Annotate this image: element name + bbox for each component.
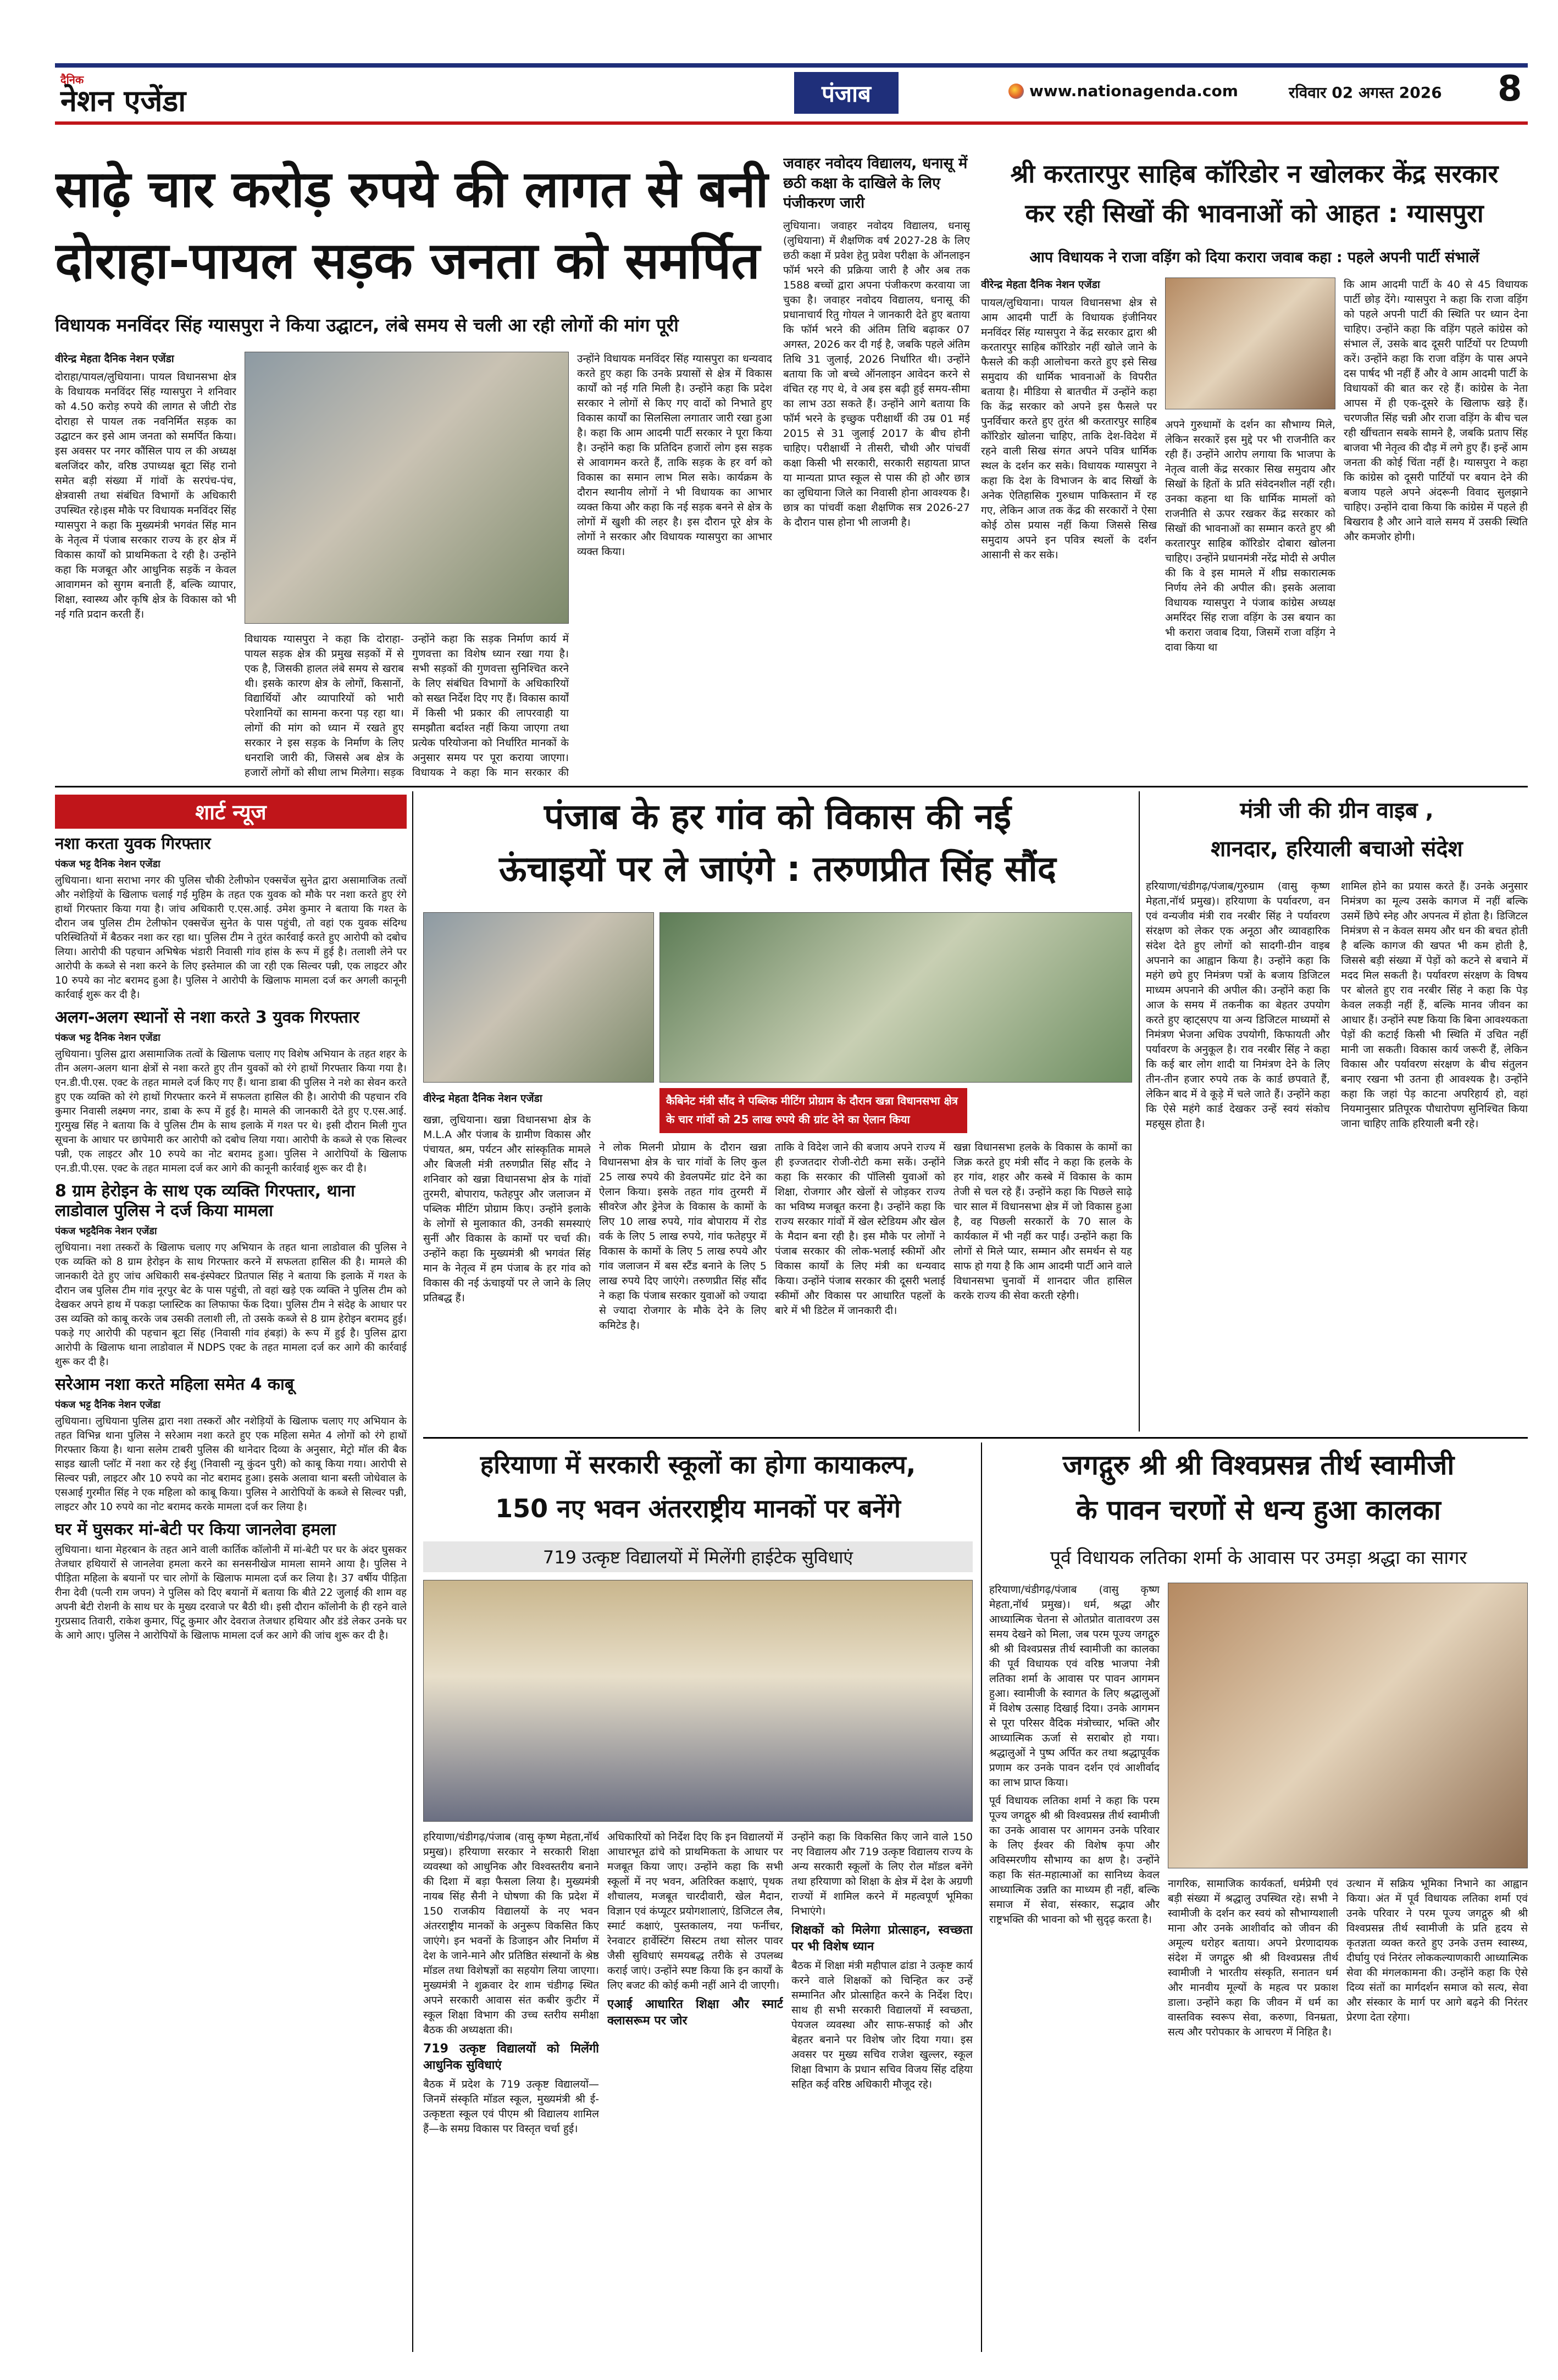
masthead: [55, 63, 1528, 129]
kalka-headline-line1: जगद्गुरु श्री श्री विश्वप्रसन्न तीर्थ स्वामीजी: [1062, 1449, 1455, 1481]
green-vibe-headline-line1: मंत्री जी की ग्रीन वाइब ,: [1240, 798, 1434, 823]
lead-headline: [55, 154, 769, 308]
short-news-title-2: अलग-अलग स्थानों से नशा करते 3 युवक गिरफ्तार: [55, 1008, 360, 1027]
logo-small-text: दैनिक: [60, 73, 84, 86]
vertical-rule-green: [1139, 791, 1140, 1432]
lead-column-4: [577, 352, 772, 780]
short-news-body-1: लुधियाना। थाना सराभा नगर की पुलिस चौकी टेलीफोन एक्सचेंज सुनेत द्वारा असामाजिक तत्वों और नशेड़ियों के खिलाफ चलाई गई मुहिम के तहत एक युवक को मौके पर नशा करते हुए रंगे हाथों गिरफ्तार किया गया है। जांच अधिकारी ए.एस.आई. उमेश कुमार ने बताया कि गश्त के दौरान जब पुलिस टीम टेलीफोन एक्सचेंज सुनेत के पास पहुंची, तो वहां एक युवक संदिग्ध परिस्थितियों में बैठकर नशा कर रहा था। पुलिस टीम ने तुरंत कार्रवाई करते हुए आरोपी को दबोच लिया। आरोपी की पहचान अभिषेक भंडारी निवासी गांव हांस के रूप में हुई है। तलाशी लेने पर आरोपी के कब्जे से नशा करने के लिए इस्तेमाल की जा रही एक सिल्वर पन्नी, एक लाइटर और 10 रुपये का नोट बरामद हुआ है। पुलिस ने आरोपी के खिलाफ मामला दर्ज कर अगली कानूनी कार्रवाई शुरू कर दी है।: [55, 875, 407, 1001]
section-label-box: [794, 72, 899, 114]
logo-main-text: नेशन एजेंडा: [60, 84, 186, 118]
green-vibe-column-2: [1341, 879, 1528, 1432]
tarunpreet-text-2: ने लोक मिलनी प्रोग्राम के दौरान खन्ना विधानसभा क्षेत्र के चार गांवों के लिए कुल 25 लाख रुपये की डेवलपमेंट ग्रांट देने का ऐलान किया। इसके तहत गांव तुरमरी में सीवरेज और ड्रेनेज के विकास के कामों के लिए 10 लाख रुपये, गांव बोपाराय में रोड वर्क के लिए 5 लाख रुपये, गांव फतेहपुर में विकास के कामों के लिए 5 लाख रुपये और गांव जलाजन में बस स्टैंड बनाने के लिए 5 लाख रुपये दिए जाएंगे। तरुणप्रीत सिंह सौंद ने कहा कि पंजाब सरकार युवाओं को ज्यादा से ज्यादा रोजगार के मौके देने के लिए कमिटेड है।: [599, 1141, 767, 1332]
haryana-sub-2: एआई आधारित शिक्षा और स्मार्ट क्लासरूम पर जोर: [607, 1998, 783, 2028]
kalka-column-3: [1346, 1877, 1528, 2352]
tarunpreet-column-1: [423, 1113, 591, 1432]
haryana-headline-line2: 150 नए भवन अंतरराष्ट्रीय मानकों पर बनेंगे: [495, 1494, 901, 1523]
tarunpreet-headline-line2: ऊंचाइयों पर ले जाएंगे : तरुणप्रीत सिंह सौंद: [499, 849, 1056, 890]
short-news-body-5: लुधियाना। थाना मेहरबान के तहत आने वाली कार्तिक कॉलोनी में मां-बेटी पर घर के अंदर घुसकर तेजधार हथियारों से जानलेवा हमला करने का सनसनीखेज मामला सामने आया है। पुलिस ने पीड़िता महिला के बयानों पर चार लोगों के खिलाफ मामला दर्ज कर लिया है। 37 वर्षीय पीड़िता रीना देवी (पत्नी राम जपन) ने पुलिस को दिए बयानों में बताया कि बीते 22 जुलाई की शाम वह अपनी बेटी रोशनी के साथ घर के मुख्य दरवाजे पर बैठी थी। इसी दौरान कॉलोनी के ही रहने वाले गुरप्रसाद तिवारी, राकेश कुमार, पिंटू कुमार और देवराज तेजधार हथियार और डंडे लेकर उनके घर के आगे आए। पुलिस ने आरोपियों के खिलाफ मामला दर्ज कर आगे की जांच शुरू कर दी है।: [55, 1544, 407, 1641]
kalka-photo: [1168, 1583, 1528, 1868]
tarunpreet-caption: कैबिनेट मंत्री सौंद ने पब्लिक मीटिंग प्रोग्राम के दौरान खन्ना विधानसभा क्षेत्र के चार गांवों को 25 लाख रुपये की ग्रांट देने का ऐलान किया: [666, 1094, 958, 1126]
kalka-text-1b: पूर्व विधायक लतिका शर्मा ने कहा कि परम पूज्य जगद्गुरु श्री श्री विश्वप्रसन्न तीर्थ स्वामीजी का उनके आवास पर आगमन उनके परिवार के लिए ईश्वर की विशेष कृपा और अविस्मरणीय सौभाग्य का क्षण है। उन्होंने कहा कि संत-महात्माओं का सानिध्य केवल आध्यात्मिक उन्नति का माध्यम ही नहीं, बल्कि समाज में सेवा, संस्कार, सद्भाव और राष्ट्रभक्ति की भावना को भी सुदृढ़ करता है।: [989, 1795, 1160, 1926]
lead-text-2: विधायक ग्यासपुरा ने कहा कि दोराहा-पायल सड़क क्षेत्र की प्रमुख सड़कों में से एक है, जिसकी हालत लंबे समय से खराब थी। इसके कारण क्षेत्र के लोगों, किसानों, विद्यार्थियों और व्यापारियों को भारी परेशानियों का सामना करना पड़ रहा था। लोगों की मांग को ध्यान में रखते हुए सरकार ने इस सड़क के निर्माण के लिए धनराशि जारी की, जिससे अब क्षेत्र के हजारों लोगों को सीधा लाभ मिलेगा। सड़क: [245, 633, 404, 779]
vertical-rule-short-news: [412, 791, 413, 2352]
kartarpur-text-3: कि आम आदमी पार्टी के 40 से 45 विधायक पार्टी छोड़ देंगे। ग्यासपुरा ने कहा कि राजा वड़िंग को पहले अपनी पार्टी की स्थिति पर ध्यान देना चाहिए। उन्होंने कहा कि वड़िंग पहले कांग्रेस को संभाल लें, उसके बाद दूसरी पार्टियों पर टिप्पणी करें। उन्होंने कहा कि राजा वड़िंग के पास अपने दस पार्षद भी नहीं हैं और वे आम आदमी पार्टी के विधायकों की बात कर रहे हैं। कांग्रेस के नेता आपस में ही एक-दूसरे के खिलाफ खड़े हैं। चरणजीत सिंह चन्नी और राजा वड़िंग के बीच चल रही खींचतान सबके सामने है, जबकि प्रताप सिंह बाजवा भी नेतृत्व की दौड़ में लगे हुए हैं। इन्हें आम जनता की कोई चिंता नहीं है। ग्यासपुरा ने कहा कि कांग्रेस को दूसरी पार्टियों पर बयान देने की बजाय पहले अपने अंदरूनी विवाद सुलझाने चाहिए। उन्होंने दावा किया कि कांग्रेस में पहले ही बिखराव है और आने वाले समय में उसकी स्थिति और कमजोर होगी।: [1344, 279, 1528, 543]
short-news-title-1: नशा करता युवक गिरफ्तार: [55, 834, 211, 853]
haryana-subhead: 719 उत्कृष्ट विद्यालयों में मिलेंगी हाईटेक सुविधाएं: [542, 1546, 853, 1568]
globe-icon: [1008, 84, 1024, 99]
logo: [60, 72, 186, 118]
lead-text-1: दोराहा/पायल/लुधियाना। पायल विधानसभा क्षेत्र के विधायक मनविंदर सिंह ग्यासपुरा ने शनिवार को 4.50 करोड़ रुपये की लागत से जीटी रोड दोराहा से पायल तक नवनिर्मित सड़क का उद्घाटन कर इसे आम जनता को समर्पित किया। इस अवसर पर नगर कौंसिल पाय ल की अध्यक्ष बलजिंदर कौर, वरिष्ठ उपाध्यक्ष बूटा सिंह रानो समेत बड़ी संख्या में गांवों के सरपंच-पंच, क्षेत्रवासी तथा संबंधित विभागों के अधिकारी उपस्थित रहे।इस मौके पर विधायक मनविंदर सिंह ग्यासपुरा ने कहा कि मुख्यमंत्री भगवंत सिंह मान के नेतृत्व में पंजाब सरकार राज्य के हर क्षेत्र में विकास कार्यों को प्राथमिकता दे रही है। उन्होंने कहा कि मजबूत और आधुनिक सड़कें न केवल आवागमन को सुगम बनाती हैं, बल्कि व्यापार, शिक्षा, स्वास्थ्य और कृषि क्षेत्र के विकास को भी नई गति प्रदान करती हैं।: [55, 371, 236, 620]
haryana-headline: [423, 1443, 973, 1536]
short-news-title-3: 8 ग्राम हेरोइन के साथ एक व्यक्ति गिरफ्तार, थाना लाडोवाल पुलिस ने दर्ज किया मामला: [55, 1181, 355, 1220]
kalka-headline: [989, 1443, 1528, 1536]
kartarpur-portrait: [1165, 278, 1335, 409]
navodaya-body: लुधियाना। जवाहर नवोदय विद्यालय, धनासू (लुधियाना) में शैक्षणिक वर्ष 2027-28 के लिए छठी कक्षा में प्रवेश हेतु प्रवेश परीक्षा के ऑनलाइन फॉर्म भरने की प्रक्रिया जारी है और अब तक 1588 बच्चों द्वारा अपना पंजीकरण करवाया जा चुका है। जवाहर नवोदय विद्यालय, धनासू की प्रधानाचार्य रितु गोयल ने जानकारी देते हुए बताया कि फॉर्म भरने की अंतिम तिथि बढ़ाकर 07 अगस्त, 2026 कर दी गई है, जबकि पहले अंतिम तिथि 31 जुलाई, 2026 निर्धारित थी। उन्होंने बताया कि जो बच्चे ऑनलाइन आवेदन करने से वंचित रह गए थे, वे अब इस बढ़ी हुई समय-सीमा का लाभ उठा सकते हैं। उन्होंने आगे बताया कि फॉर्म भरने के इच्छुक परीक्षार्थी की उम्र 01 मई 2015 से 31 जुलाई 2017 के बीच होनी चाहिए। परीक्षार्थी ने तीसरी, चौथी और पांचवीं कक्षा किसी भी सरकारी, सरकारी सहायता प्राप्त या मान्यता प्राप्त स्कूल से पास की हो और छात्र का लुधियाना जिले का निवासी होना आवश्यक है। छात्र का पांचवीं कक्षा शैक्षणिक सत्र 2026-27 के दौरान पास होना भी लाजमी है।: [783, 220, 970, 529]
tarunpreet-text-1: खन्ना, लुधियाना। खन्ना विधानसभा क्षेत्र के M.L.A और पंजाब के ग्रामीण विकास और पंचायत, श्रम, पर्यटन और सांस्कृतिक मामले और बिजली मंत्री तरुणप्रीत सिंह सौंद ने शनिवार को खन्ना विधानसभा क्षेत्र के गांवों तुरमरी, बोपाराय, फतेहपुर और जलाजन में पब्लिक मीटिंग प्रोग्राम किए। उन्होंने इलाके के लोगों से मुलाकात की, उनकी समस्याएं सुनीं और विकास के कामों पर चर्चा की। उन्होंने कहा कि मुख्यमंत्री श्री भगवंत सिंह मान के नेतृत्व में हम पंजाब के हर गांव को विकास की नई ऊंचाइयों पर ले जाने के लिए प्रतिबद्ध हैं।: [423, 1114, 591, 1304]
haryana-text-1: हरियाणा/चंडीगढ़/पंजाब (वासु कृष्ण मेहता,नॉर्थ प्रमुख)। हरियाणा सरकार ने सरकारी शिक्षा व्यवस्था को आधुनिक और विश्वस्तरीय बनाने की दिशा में बड़ा फैसला लिया है। मुख्यमंत्री नायब सिंह सैनी ने घोषणा की कि प्रदेश में 150 राजकीय विद्यालयों के नए भवन अंतरराष्ट्रीय मानकों के अनुरूप विकसित किए जाएंगे। इन भवनों के डिजाइन और निर्माण में देश के जाने-माने और प्रतिष्ठित संस्थानों के श्रेष्ठ मॉडल तथा विशेषज्ञों का सहयोग लिया जाएगा। मुख्यमंत्री ने शुक्रवार देर शाम चंडीगढ़ स्थित अपने सरकारी आवास संत कबीर कुटीर में स्कूल शिक्षा विभाग की उच्च स्तरीय समीक्षा बैठक की अध्यक्षता की।: [423, 1831, 599, 2036]
tarunpreet-column-4: [953, 1140, 1132, 1432]
tarunpreet-text-3: ताकि वे विदेश जाने की बजाय अपने राज्य में ही इज्जतदार रोजी-रोटी कमा सकें। उन्होंने कहा कि सरकार की पॉलिसी युवाओं को शिक्षा, रोजगार और खेलों से जोड़कर राज्य का भविष्य मजबूत करना है। उन्होंने कहा कि राज्य सरकार गांवों में खेल स्टेडियम और खेल के मैदान बना रही है। इस मौके पर लोगों ने पंजाब सरकार की लोक-भलाई स्कीमों और विकास कार्यों के लिए मंत्री का धन्यवाद किया। उन्होंने पंजाब सरकार की दूसरी भलाई स्कीमों और विकास पर आधारित पहलों के बारे में भी डिटेल में जानकारी दी।: [775, 1141, 945, 1317]
green-vibe-column-1: [1146, 879, 1330, 1432]
issue-date: रविवार 02 अगस्त 2026: [1289, 84, 1442, 102]
kartarpur-column-2: [1165, 418, 1335, 780]
kartarpur-headline-line2: कर रही सिखों की भावनाओं को आहत : ग्यासपुरा: [1025, 198, 1484, 228]
haryana-headline-line1: हरियाणा में सरकारी स्कूलों का होगा कायाकल्प,: [480, 1450, 916, 1479]
lead-headline-line1: साढ़े चार करोड़ रुपये की लागत से बनी: [55, 160, 769, 219]
short-news-heading: शार्ट न्यूज: [195, 800, 267, 824]
short-news-body-3: लुधियाना। नशा तस्करों के खिलाफ चलाए गए अभियान के तहत थाना लाडोवाल की पुलिस ने एक व्यक्ति को 8 ग्राम हेरोइन के साथ गिरफ्तार करने में सफलता हासिल की है। मामले की जानकारी देते हुए जांच अधिकारी सब-इंस्पेक्टर प्रितपाल सिंह ने बताया कि इलाके में गश्त के दौरान जब पुलिस टीम गांव नूरपुर बेट के पास पहुंची, तो वहां खड़े एक व्यक्ति ने पुलिस टीम को देखकर अपने हाथ में पकड़ा प्लास्टिक का लिफाफा फेंक दिया। पुलिस टीम ने संदेह के आधार पर उस व्यक्ति को काबू करके जब उसकी तलाशी ली, तो उसके कब्जे से 8 ग्राम हेरोइन बरामद हुई। पकड़े गए आरोपी की पहचान बूटा सिंह (निवासी गांव हंबड़ां) के रूप में हुई है। पुलिस द्वारा आरोपी के खिलाफ थाना लाडोवाल में NDPS एक्ट के तहत मामला दर्ज कर आगे की कार्रवाई शुरू कर दी है।: [55, 1242, 407, 1368]
short-news-title-4: सरेआम नशा करते महिला समेत 4 काबू: [55, 1375, 294, 1394]
tarunpreet-photo-2: [659, 912, 1132, 1083]
green-vibe-headline: [1146, 791, 1528, 874]
kalka-text-1: हरियाणा/चंडीगढ़/पंजाब (वासु कृष्ण मेहता,नॉर्थ प्रमुख)। धर्म, श्रद्धा और आध्यात्मिक चेतना से ओतप्रोत वातावरण उस समय देखने को मिला, जब परम पूज्य जगद्गुरु श्री श्री विश्वप्रसन्न तीर्थ स्वामीजी का कालका की पूर्व विधायक एवं वरिष्ठ भाजपा नेत्री लतिका शर्मा के आवास पर पावन आगमन हुआ। स्वामीजी के स्वागत के लिए श्रद्धालुओं में विशेष उत्साह दिखाई दिया। उनके आगमन से पूरा परिसर वैदिक मंत्रोच्चार, भक्ति और आध्यात्मिक ऊर्जा से सराबोर हो गया। श्रद्धालुओं ने पुष्प अर्पित कर तथा श्रद्धापूर्वक प्रणाम कर उनके पावन दर्शन एवं आशीर्वाद का लाभ प्राप्त किया।: [989, 1584, 1160, 1789]
kalka-text-2: नागरिक, सामाजिक कार्यकर्ता, धर्मप्रेमी एवं बड़ी संख्या में श्रद्धालु उपस्थित रहे। सभी ने स्वामीजी के दर्शन कर स्वयं को सौभाग्यशाली माना और उनके आशीर्वाद को जीवन की अमूल्य धरोहर बताया। अपने प्रेरणादायक संदेश में जगद्गुरु श्री श्री विश्वप्रसन्न तीर्थ स्वामीजी ने भारतीय संस्कृति, सनातन धर्म और मानवीय मूल्यों के महत्व पर प्रकाश डाला। उन्होंने कहा कि जीवन में धर्म का वास्तविक स्वरूप सेवा, करुणा, विनम्रता, सत्य और परोपकार के आचरण में निहित है।: [1168, 1878, 1338, 2038]
tarunpreet-headline: [423, 791, 1132, 901]
masthead-bottom-rule: [55, 121, 1528, 125]
short-news-body-4: लुधियाना। लुधियाना पुलिस द्वारा नशा तस्करों और नशेड़ियों के खिलाफ चलाए गए अभियान के तहत विभिन्न थाना पुलिस ने सरेआम नशा करते हुए एक महिला समेत 4 लोगों को रंगे हाथों गिरफ्तार किया है। थाना सलेम टाबरी पुलिस की थानेदार दिव्या के अनुसार, मेट्रो मॉल की बैक साइड खाली प्लॉट में नशा कर रहे ईशु (निवासी न्यू कुंदन पुरी) को काबू किया गया। आरोपी से सिल्वर पन्नी, लाइटर और 10 रुपये का नोट बरामद हुआ। इसके अलावा थाना बस्ती जोधेवाल के एसआई गुरमीत सिंह ने एक महिला को काबू किया। पुलिस ने आरोपियों के कब्जे से सिल्वर पन्नी, लाइटर और 10 रुपये का नोट बरामद करके मामला दर्ज कर लिया है।: [55, 1416, 407, 1513]
kartarpur-text-1: पायल/लुधियाना। पायल विधानसभा क्षेत्र से आम आदमी पार्टी के विधायक इंजीनियर मनविंदर सिंह ग्यासपुरा ने केंद्र सरकार द्वारा श्री करतारपुर साहिब कॉरिडोर नहीं खोले जाने के फैसले की कड़ी आलोचना करते हुए इसे सिख समुदाय की धार्मिक भावनाओं के विपरीत बताया है। मीडिया से बातचीत में उन्होंने कहा कि केंद्र सरकार को अपने इस फैसले पर पुनर्विचार करते हुए तुरंत श्री करतारपुर साहिब कॉरिडोर खोलना चाहिए, ताकि देश-विदेश में रहने वाली सिख संगत अपने पवित्र धार्मिक स्थल के दर्शन कर सके। विधायक ग्यासपुरा ने कहा कि देश के विभाजन के बाद सिखों के अनेक ऐतिहासिक गुरुधाम पाकिस्तान में रह गए, लेकिन आज तक केंद्र की सरकारों ने ऐसा कोई ठोस प्रयास नहीं किया जिससे सिख समुदाय अपने इन पवित्र स्थलों के दर्शन आसानी से कर सके।: [981, 297, 1157, 561]
vertical-rule-kalka: [981, 1443, 982, 2352]
tarunpreet-column-2: [599, 1140, 767, 1432]
short-news-column: [55, 791, 407, 2352]
haryana-photo: [423, 1580, 973, 1822]
navodaya-headline: जवाहर नवोदय विद्यालय, धनासू में छठी कक्षा के दाखिले के लिए पंजीकरण जारी: [783, 155, 968, 212]
kalka-column-2: [1168, 1877, 1338, 2352]
lead-headline-line2: दोराहा-पायल सड़क जनता को समर्पित: [55, 231, 760, 290]
lead-column-2: [245, 632, 404, 780]
kartarpur-subhead: आप विधायक ने राजा वड़िंग को दिया करारा जवाब कहा : पहले अपनी पार्टी संभालें: [1029, 249, 1479, 266]
green-vibe-text-1: हरियाणा/चंडीगढ़/पंजाब/गुरुग्राम (वासु कृष्ण मेहता,नॉर्थ प्रमुख)। हरियाणा के पर्यावरण, वन एवं वन्यजीव मंत्री राव नरबीर सिंह ने पर्यावरण संरक्षण को लेकर एक अनूठा और व्यावहारिक संदेश देते हुए लोगों को सादगी-ग्रीन वाइब अपनाने का आह्वान किया है। उन्होंने कहा कि महंगे छपे हुए निमंत्रण पत्रों के बजाय डिजिटल माध्यम अपनाने की अपील की। उन्होंने कहा कि आज के समय में तकनीक का बेहतर उपयोग करते हुए व्हाट्सएप या अन्य डिजिटल माध्यमों से निमंत्रण भेजना अधिक उपयोगी, किफायती और पर्यावरण के अनुकूल है। राव नरबीर सिंह ने कहा कि कई बार लोग शादी या निमंत्रण देने के लिए तीन-तीन हजार रुपये तक के कार्ड छपवाते हैं, लेकिन बाद में वे कूड़े में चले जाते हैं। उन्होंने कहा कि ऐसे महंगे कार्ड देखकर उन्हें स्वयं संकोच महसूस होता है।: [1146, 880, 1330, 1130]
kartarpur-column-3: [1344, 278, 1528, 780]
short-news-byline-4: पंकज भट्ट दैनिक नेशन एजेंडा: [55, 1399, 160, 1411]
short-news-byline-2: पंकज भट्ट दैनिक नेशन एजेंडा: [55, 1032, 160, 1044]
lead-byline: वीरेन्द्र मेहता दैनिक नेशन एजेंडा: [55, 353, 174, 365]
haryana-text-3b: बैठक में शिक्षा मंत्री महीपाल ढांडा ने उत्कृष्ट कार्य करने वाले शिक्षकों को चिन्हित कर उन्हें सम्मानित और प्रोत्साहित करने के निर्देश दिए। साथ ही सभी सरकारी विद्यालयों में स्वच्छता, पेयजल व्यवस्था और साफ-सफाई को और बेहतर बनाने पर विशेष जोर दिया गया। इस अवसर पर मुख्य सचिव राजेश खुल्लर, स्कूल शिक्षा विभाग के प्रधान सचिव विजय सिंह दहिया सहित कई वरिष्ठ अधिकारी मौजूद रहे।: [791, 1960, 973, 2090]
section-label: पंजाब: [822, 80, 871, 107]
short-news-heading-box: [55, 795, 407, 829]
lead-text-4: उन्होंने विधायक मनविंदर सिंह ग्यासपुरा का धन्यवाद करते हुए कहा कि उनके प्रयासों से क्षेत्र में विकास कार्यों को नई गति मिली है। उन्होंने कहा कि प्रदेश सरकार ने लोगों से किए गए वादों को निभाते हुए विकास कार्यों का सिलसिला लगातार जारी रखा हुआ है। कहा कि आम आदमी पार्टी सरकार ने पूरा किया है। उन्होंने कहा कि प्रतिदिन हजारों लोग इस सड़क से आवागमन करते हैं, ताकि सड़क के हर वर्ग को विकास का समान लाभ मिल सके। कार्यक्रम के दौरान स्थानीय लोगों ने भी विधायक का आभार व्यक्त किया और कहा कि नई सड़क बनने से क्षेत्र के लोगों में खुशी की लहर है। इस दौरान पूरे क्षेत्र के लोगों ने सरकार और विधायक ग्यासपुरा का आभार व्यक्त किया।: [577, 353, 772, 558]
kalka-subhead: पूर्व विधायक लतिका शर्मा के आवास पर उमड़ा श्रद्धा का सागर: [1050, 1547, 1467, 1569]
tarunpreet-photo-1: [423, 912, 654, 1083]
haryana-text-1b: बैठक में प्रदेश के 719 उत्कृष्ट विद्यालयों—जिनमें संस्कृति मॉडल स्कूल, मुख्यमंत्री श्री ई-उत्कृष्टता स्कूल एवं पीएम श्री विद्यालय शामिल हैं—के समग्र विकास पर विस्तृत चर्चा हुई।: [423, 2078, 599, 2135]
tarunpreet-column-3: [775, 1140, 945, 1432]
kalka-headline-line2: के पावन चरणों से धन्य हुआ कालका: [1076, 1494, 1441, 1526]
haryana-text-2: अधिकारियों को निर्देश दिए कि इन विद्यालयों में आधारभूत ढांचे को प्राथमिकता के आधार पर मजबूत किया जाए। उन्होंने कहा कि सभी स्कूलों में नए भवन, अतिरिक्त कक्षाएं, पृथक शौचालय, मजबूत चारदीवारी, खेल मैदान, विज्ञान एवं कंप्यूटर प्रयोगशालाएं, डिजिटल लैब, स्मार्ट कक्षाएं, पुस्तकालय, नया फर्नीचर, रेनवाटर हार्वेस्टिंग सिस्टम तथा सोलर पावर जैसी सुविधाएं समयबद्ध तरीके से उपलब्ध कराई जाएं। उन्होंने स्पष्ट किया कि इन कार्यों के लिए बजट की कोई कमी नहीं आने दी जाएगी।: [607, 1831, 783, 1991]
horizontal-rule-1: [55, 786, 1528, 787]
haryana-sub-1: 719 उत्कृष्ट विद्यालयों को मिलेंगी आधुनिक सुविधाएं: [423, 2042, 599, 2072]
masthead-top-rule: [55, 63, 1528, 68]
haryana-text-3: उन्होंने कहा कि विकसित किए जाने वाले 150 नए विद्यालय और 719 उत्कृष्ट विद्यालय राज्य के अन्य सरकारी स्कूलों के लिए रोल मॉडल बनेंगे तथा हरियाणा को शिक्षा के क्षेत्र में देश के अग्रणी राज्यों में शामिल करने में महत्वपूर्ण भूमिका निभाएंगे।: [791, 1831, 973, 1917]
website-area: [1008, 82, 1238, 100]
green-vibe-headline-line2: शानदार, हरियाली बचाओ संदेश: [1211, 836, 1463, 862]
haryana-column-3: [791, 1830, 973, 2352]
short-news-body-2: लुधियाना। पुलिस द्वारा असामाजिक तत्वों के खिलाफ चलाए गए विशेष अभियान के तहत शहर के तीन अलग-अलग थाना क्षेत्रों से नशा करते हुए तीन युवकों को रंगे हाथों गिरफ्तार किया गया है। एन.डी.पी.एस. एक्ट के तहत मामले दर्ज किए गए हैं। थाना डाबा की पुलिस ने नशे का सेवन करते हुए एक व्यक्ति को रंगे हाथों गिरफ्तार करने में सफलता हासिल की है। आरोपी की पहचान रवि कुमार निवासी लक्ष्मण नगर, डाबा के रूप में हुई है। मामले की जानकारी देते हुए ए.एस.आई. गुरमुख सिंह ने बताया कि वे पुलिस टीम के साथ इलाके में गश्त पर थे। इसी दौरान मिली गुप्त सूचना के आधार पर छापेमारी कर आरोपी को दबोच लिया गया। आरोपी के कब्जे से एक सिल्वर पन्नी, एक लाइटर और 10 रुपये का नोट बरामद हुआ। पुलिस ने आरोपियों के खिलाफ एन.डी.पी.एस. एक्ट के तहत मामला दर्ज कर आगे की कानूनी कार्रवाई शुरू कर दी है।: [55, 1048, 407, 1174]
green-vibe-text-2: शामिल होने का प्रयास करते हैं। उनके अनुसार निमंत्रण का मूल्य उसके कागज में नहीं बल्कि उसमें छिपे स्नेह और अपनत्व में होता है। डिजिटल निमंत्रण से न केवल समय और धन की बचत होती है बल्कि कागज की खपत भी कम होती है, जिससे बड़ी संख्या में पेड़ों को कटने से बचाने में मदद मिल सकती है। पर्यावरण संरक्षण के विषय पर बोलते हुए राव नरबीर सिंह ने कहा कि पेड़ केवल लकड़ी नहीं हैं, बल्कि मानव जीवन का आधार हैं। उन्होंने स्पष्ट किया कि बिना आवश्यकता पेड़ों की कटाई किसी भी स्थिति में उचित नहीं मानी जा सकती। विकास कार्य जरूरी हैं, लेकिन विकास और पर्यावरण संरक्षण के बीच संतुलन बनाए रखना भी उतना ही आवश्यक है। उन्होंने कहा कि जहां पेड़ काटना अपरिहार्य हो, वहां नियमानुसार प्रतिपूरक पौधारोपण सुनिश्चित किया जाना चाहिए ताकि हरियाली बनी रहे।: [1341, 880, 1528, 1130]
tarunpreet-text-4: खन्ना विधानसभा हलके के विकास के कामों का जिक्र करते हुए मंत्री सौंद ने कहा कि हलके के हर गांव, शहर और कस्बे में विकास के काम तेजी से चल रहे हैं। उन्होंने कहा कि पिछले साढ़े चार साल में विधानसभा क्षेत्र में जो विकास हुआ है, वह पिछली सरकारों के 70 साल के कार्यकाल में भी नहीं कर पाईं। उन्होंने कहा कि लोगों से मिले प्यार, सम्मान और समर्थन से यह साफ हो गया है कि आम आदमी पार्टी आने वाले विधानसभा चुनावों में शानदार जीत हासिल करके राज्य की सेवा करती रहेगी।: [953, 1141, 1132, 1302]
kartarpur-headline: [981, 154, 1528, 242]
lead-column-3: [412, 632, 569, 780]
kalka-text-3: उत्थान में सक्रिय भूमिका निभाने का आह्वान किया। अंत में पूर्व विधायक लतिका शर्मा एवं उनके परिवार ने परम पूज्य जगद्गुरु श्री श्री विश्वप्रसन्न तीर्थ स्वामीजी के प्रति हृदय से कृतज्ञता व्यक्त करते हुए उनके उत्तम स्वास्थ्य, दीर्घायु एवं निरंतर लोककल्याणकारी आध्यात्मिक सेवा की मंगलकामना की। उन्होंने कहा कि ऐसे दिव्य संतों का मार्गदर्शन समाज को सत्य, सेवा और संस्कार के मार्ग पर आगे बढ़ने की निरंतर प्रेरणा देता रहेगा।: [1346, 1878, 1528, 2023]
haryana-column-2: [607, 1830, 783, 2352]
kartarpur-byline: वीरेन्द्र मेहता दैनिक नेशन एजेंडा: [981, 279, 1100, 291]
tarunpreet-caption-box: [659, 1088, 967, 1133]
website-link[interactable]: www.nationagenda.com: [1029, 82, 1238, 100]
lead-photo: [245, 352, 569, 624]
kartarpur-column-1: [981, 278, 1157, 780]
haryana-sub-3: शिक्षकों को मिलेगा प्रोत्साहन, स्वच्छता पर भी विशेष ध्यान: [791, 1923, 973, 1954]
haryana-subhead-box: [423, 1541, 973, 1572]
short-news-byline-3: पंकज भट्टदैनिक नेशन एजेंडा: [55, 1225, 157, 1237]
kalka-column-1: [989, 1583, 1160, 2352]
kartarpur-headline-line1: श्री करतारपुर साहिब कॉरिडोर न खोलकर केंद्र सरकार: [1010, 159, 1499, 188]
kartarpur-text-2: अपने गुरुधामों के दर्शन का सौभाग्य मिले, लेकिन सरकारें इस मुद्दे पर भी राजनीति कर रही हैं। उन्होंने आरोप लगाया कि भाजपा के नेतृत्व वाली केंद्र सरकार सिख समुदाय और सिखों के हितों के प्रति संवेदनशील नहीं रही। उनका कहना था कि धार्मिक मामलों को राजनीति से ऊपर रखकर केंद्र सरकार को सिखों की भावनाओं का सम्मान करते हुए श्री करतारपुर साहिब कॉरिडोर दोबारा खोलना चाहिए। उन्होंने प्रधानमंत्री नरेंद्र मोदी से अपील की कि वे इस मामले में शीघ्र सकारात्मक निर्णय लेने की अपील की। इसके अलावा विधायक ग्यासपुरा ने पंजाब कांग्रेस अध्यक्ष अमरिंदर सिंह राजा वड़िंग के उस बयान का भी करारा जवाब दिया, जिसमें राजा वड़िंग ने दावा किया था: [1165, 419, 1335, 653]
tarunpreet-byline: वीरेन्द्र मेहता दैनिक नेशन एजेंडा: [423, 1092, 542, 1105]
page-number: 8: [1498, 69, 1522, 109]
lead-text-3: उन्होंने कहा कि सड़क निर्माण कार्य में गुणवत्ता का विशेष ध्यान रखा गया है। सभी सड़कों की गुणवत्ता सुनिश्चित करने के लिए संबंधित विभागों के अधिकारियों को सख्त निर्देश दिए गए हैं। विकास कार्यों में किसी भी प्रकार की लापरवाही या समझौता बर्दाश्त नहीं किया जाएगा तथा प्रत्येक परियोजना को निर्धारित मानकों के अनुसार समय पर पूरा कराया जाएगा। विधायक ने कहा कि मान सरकार की: [412, 633, 569, 779]
navodaya-story: [783, 154, 970, 780]
haryana-column-1: [423, 1830, 599, 2352]
short-news-title-5: घर में घुसकर मां-बेटी पर किया जानलेवा हमला: [55, 1520, 336, 1539]
horizontal-rule-2: [423, 1437, 1528, 1439]
lead-subhead: विधायक मनविंदर सिंह ग्यासपुरा ने किया उद्घाटन, लंबे समय से चली आ रही लोगों की मांग पूरी: [55, 314, 679, 336]
lead-column-1: [55, 352, 236, 780]
tarunpreet-headline-line1: पंजाब के हर गांव को विकास की नई: [544, 797, 1011, 837]
short-news-byline-1: पंकज भट्ट दैनिक नेशन एजेंडा: [55, 858, 160, 870]
